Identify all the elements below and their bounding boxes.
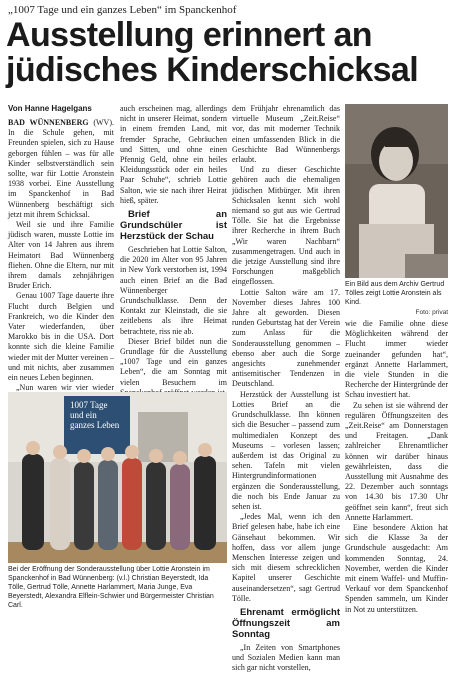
group-photo	[8, 392, 227, 563]
col4-p3: Eine besondere Aktion hat sich die Klasse 3a der Grundschule ausgedacht: Am kommenden Sonntag, 24. November, werden die Kinder mit einem Waffel- und Muffin-Verkauf vor dem Spanckenhof Spenden sammeln, um Kinder in Not zu unterstützen.	[345, 523, 448, 614]
archive-photo	[345, 104, 448, 278]
column-4	[345, 319, 448, 615]
article-kicker: „1007 Tage und ein ganzes Leben“ im Spanckenhof	[8, 4, 237, 16]
banner-line-2: und ein	[70, 410, 97, 420]
col1-p2: Weil sie und ihre Familie jüdisch waren, musste Lottie im Alter von 14 Jahren aus ihrem Heimatort Bad Wünnenberg fliehen. Ohne die Eltern, nur mit ihrem damals zehnjährigen Bruder Erich.	[8, 220, 114, 291]
photo-credit: Foto: privat	[415, 309, 448, 316]
group-photo-caption: Bei der Eröffnung der Sonderausstellung über Lottie Aronstein im Spanckenhof in Bad Wünnenberg: (v.l.) Christian Beyerstedt, Ida Tölle, Gertrud Tölle, Annette Harlammert, Maria Junge, Eva Beyerstedt, Alexandra Elflein-Schwier und Bürgermeister Christian Carl.	[8, 566, 214, 609]
agency: (WV).	[93, 118, 114, 127]
col2-p2: Geschrieben hat Lottie Salton, die 2020 im Alter von 95 Jahren in New York verstorben ist, 1994 auch einen Brief an die Bad Wünnenberger Grundschulklasse. Denn der Kontakt zur Kleinstadt, die sie zeitlebens als ihre Heimat betrachtete, riss nie ab.	[120, 245, 227, 336]
col2-p3: Dieser Brief bildet nun die Grundlage für die Ausstellung „1007 Tage und ein ganzes Leben“, die am Sonntag mit vielen Besuchern im	[120, 336, 227, 387]
column-3	[232, 104, 340, 674]
lead-paragraph	[8, 118, 114, 220]
col3-p3: Lottie Salton wäre am 17. November dieses Jahres 100 Jahre alt geworden. Diesen runden Geburtstag hat der Verein zum Anlass für die Sonderausstellung genommen – ebenso aber auch die Sorge angesichts zunehmender antisemitischer Tendenzen in Deutschland.	[232, 287, 340, 389]
article-headline	[6, 18, 451, 88]
subhead-sunday: Ehrenamt ermöglicht Öffnungszeit am Sonntag	[232, 606, 340, 640]
child-portrait-image	[345, 104, 448, 278]
col3-p6: „In Zeiten von Smartphones und Sozialen Medien kann man sich gar nicht vorstellen,	[232, 642, 340, 673]
col3-p1: dem Frühjahr ehrenamtlich das virtuelle Museum „Zeit.Reise“ vor, das mit moderner Technik einen umfassenden Blick in die Geschichte Bad Wünnenbergs erlaubt.	[232, 104, 340, 165]
byline: Von Hanne Hagelgans	[8, 104, 92, 113]
banner-line-1: 1007 Tage	[70, 400, 108, 410]
col3-p4: Herzstück der Ausstellung ist Lotties Brief an die Grundschulklasse. Ihn können sich die Besucher – passend zum multimedialen Konzept des Museums – vorlesen lassen; außerdem ist das Original zu sehen. Tafeln mit vielen Hintergrundinformationen ergänzen die Sonderausstellung, die noch bis Ende Januar zu sehen ist.	[232, 389, 340, 511]
exhibition-banner-text	[70, 400, 119, 430]
banner-line-3: ganzes Leben	[70, 420, 120, 430]
col1-p3: Genau 1007 Tage dauerte ihre Flucht durch Belgien und Frankreich, wo die Kinder den Vater wiederfanden, über Marokko bis in die USA. Dort konnte sich die kleine Familie wieder mit der Mutter vereinen – und mit nichts, aber zusammen ein neues Leben beginnen.	[8, 291, 114, 383]
col3-p5: „Jedes Mal, wenn ich den Brief gelesen habe, habe ich eine Gänsehaut bekommen. Wir hoffen, dass vor allem junge Menschen Interesse zeigen und sich mit diesem schrecklichen Kapitel unserer Geschichte auseinandersetzen“, sagt Gertrud Tölle.	[232, 512, 340, 603]
column-1	[8, 118, 114, 404]
col4-p1: wie die Familie ohne diese Möglichkeiten während der Flucht immer wieder zueinander gefunden hat“, ergänzt Annette Harlammert, die viele Stunden in die Recherche der Hintergründe der Schau investiert hat.	[345, 319, 448, 400]
col2-p1: auch erscheinen mag, allerdings nicht in unserer Heimat, sondern in einem fremden Land, mit fremder Sprache, Gebräuchen und Sitten, und ohne einen Pfennig Geld, ohne ein heiles Kleidungsstück oder ein heiles Paar Schuhe“, schrieb Lottie Salton, wie sie nach ihrer Heirat hieß, später.	[120, 104, 227, 205]
headline-line-1: Ausstellung erinnert an	[6, 16, 372, 54]
headline-line-2: jüdisches Kinderschicksal	[6, 51, 419, 89]
archive-photo-caption: Ein Bild aus dem Archiv Gertrud Tölles zeigt Lottie Aronstein als Kind.	[345, 281, 445, 306]
dateline: BAD WÜNNENBERG	[8, 118, 89, 127]
subhead-letter: Brief an Grundschüler ist Herzstück der Schau	[120, 209, 227, 243]
col3-p2: Und zu dieser Geschichte gehören auch die ehemaligen jüdischen Mitbürger. Mit ihren Schicksalen kennt sich wohl niemand so gut aus wie Gertrud Tölle. Sie hat die Ergebnisse ihrer Recherche in ihrem Buch „Wir waren Nachbarn“ zusammengetragen. Und auch in die jetzige Ausstellung sind ihre Forschungen maßgeblich eingeflossen.	[232, 165, 340, 287]
column-2	[120, 104, 227, 418]
col1-p4: „Nun waren wir vier wieder	[16, 383, 114, 393]
col1-p1: In die Schule gehen, mit Freunden spielen, sich zu Hause geborgen fühlen – was für alle Kinder selbstverständlich sein sollte, war für Lottie Aronstein 1938 vorbei. Eine Ausstellung im Spanckenhof in Bad Wünnenberg beschäftigt sich jetzt mit ihrem Schicksal.	[8, 128, 114, 219]
col4-p2: Zu sehen ist sie während der regulären Öffnungszeiten des „Zeit.Reise“ am Donnerstagen und Freitagen. „Dank zahlreicher Ehrenamtlicher können wir darüber hinaus gewährleisten, dass die Ausstellung mit Ausnahme des 22. Dezember auch sonntags von 14.30 bis 17.30 Uhr geöffnet sein kann“, freut sich Annette Harlammert.	[345, 400, 448, 522]
